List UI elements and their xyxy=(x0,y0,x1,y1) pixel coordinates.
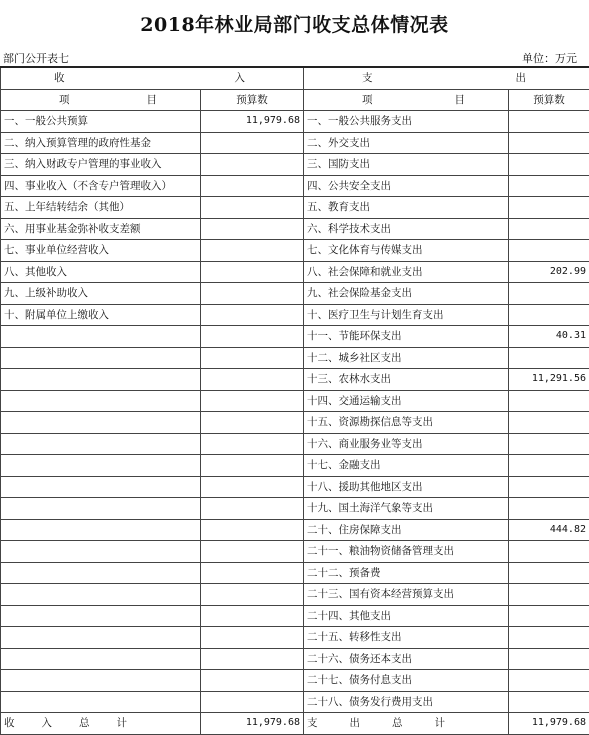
expense-item: 八、社会保障和就业支出 xyxy=(304,261,509,283)
income-value xyxy=(201,648,304,670)
table-row xyxy=(1,584,589,606)
income-item: 九、上级补助收入 xyxy=(1,283,201,305)
income-value xyxy=(201,261,304,283)
income-item xyxy=(1,433,201,455)
table-row xyxy=(1,541,589,563)
item-header-char: 项 xyxy=(362,90,373,110)
expense-value xyxy=(509,691,589,713)
expense-total-label-char: 出 xyxy=(350,713,361,733)
income-item: 八、其他收入 xyxy=(1,261,201,283)
income-item: 五、上年结转结余（其他） xyxy=(1,197,201,219)
income-item xyxy=(1,498,201,520)
income-value xyxy=(201,154,304,176)
table-row xyxy=(1,111,589,133)
item-header-char: 目 xyxy=(147,90,158,110)
expense-header-char: 出 xyxy=(516,68,527,88)
table-row xyxy=(1,670,589,692)
expense-value: 11,291.56 xyxy=(509,369,589,391)
income-item xyxy=(1,648,201,670)
income-value xyxy=(201,455,304,477)
expense-item: 四、公共安全支出 xyxy=(304,175,509,197)
table-row xyxy=(1,175,589,197)
table-row xyxy=(1,261,589,283)
income-item: 四、事业收入（不含专户管理收入） xyxy=(1,175,201,197)
income-value xyxy=(201,240,304,262)
income-header-char: 入 xyxy=(235,68,246,88)
table-row xyxy=(1,326,589,348)
income-value xyxy=(201,541,304,563)
income-item: 一、一般公共预算 xyxy=(1,111,201,133)
income-value xyxy=(201,670,304,692)
table-row xyxy=(1,369,589,391)
expense-item: 七、文化体育与传媒支出 xyxy=(304,240,509,262)
expense-item: 十、医疗卫生与计划生育支出 xyxy=(304,304,509,326)
expense-item: 十八、援助其他地区支出 xyxy=(304,476,509,498)
expense-budget-header: 预算数 xyxy=(509,89,589,111)
income-section-header xyxy=(1,67,304,89)
income-item: 三、纳入财政专户管理的事业收入 xyxy=(1,154,201,176)
table-row xyxy=(1,562,589,584)
table-row xyxy=(1,476,589,498)
table-row xyxy=(1,498,589,520)
table-number: 部门公开表七 xyxy=(3,50,69,66)
expense-total-label-char: 支 xyxy=(307,713,318,733)
income-item xyxy=(1,562,201,584)
expense-value xyxy=(509,240,589,262)
income-value xyxy=(201,433,304,455)
income-item-header xyxy=(1,89,201,111)
expense-value xyxy=(509,154,589,176)
income-item: 十、附属单位上缴收入 xyxy=(1,304,201,326)
income-total-value: 11,979.68 xyxy=(201,713,304,735)
expense-item: 五、教育支出 xyxy=(304,197,509,219)
expense-section-header xyxy=(304,67,589,89)
item-header-char: 目 xyxy=(455,90,466,110)
income-item xyxy=(1,326,201,348)
expense-item: 十九、国土海洋气象等支出 xyxy=(304,498,509,520)
table-row xyxy=(1,412,589,434)
income-value xyxy=(201,562,304,584)
income-item: 六、用事业基金弥补收支差额 xyxy=(1,218,201,240)
expense-value xyxy=(509,670,589,692)
expense-value: 444.82 xyxy=(509,519,589,541)
expense-item: 二十五、转移性支出 xyxy=(304,627,509,649)
income-value xyxy=(201,691,304,713)
income-item xyxy=(1,347,201,369)
income-value xyxy=(201,369,304,391)
income-value xyxy=(201,498,304,520)
income-item xyxy=(1,691,201,713)
expense-item: 十五、资源勘探信息等支出 xyxy=(304,412,509,434)
income-value xyxy=(201,584,304,606)
expense-item: 二、外交支出 xyxy=(304,132,509,154)
expense-value xyxy=(509,412,589,434)
unit-label: 单位：万元 xyxy=(522,50,577,66)
income-item xyxy=(1,584,201,606)
expense-item: 十一、节能环保支出 xyxy=(304,326,509,348)
income-budget-header: 预算数 xyxy=(201,89,304,111)
table-row xyxy=(1,390,589,412)
income-value xyxy=(201,132,304,154)
table-row xyxy=(1,132,589,154)
expense-item: 十六、商业服务业等支出 xyxy=(304,433,509,455)
expense-item: 二十三、国有资本经营预算支出 xyxy=(304,584,509,606)
expense-value xyxy=(509,390,589,412)
expense-item: 二十六、债务还本支出 xyxy=(304,648,509,670)
expense-value xyxy=(509,283,589,305)
income-item xyxy=(1,627,201,649)
expense-item: 十四、交通运输支出 xyxy=(304,390,509,412)
expense-value xyxy=(509,175,589,197)
expense-total-label-char: 总 xyxy=(392,713,403,733)
expense-value xyxy=(509,476,589,498)
income-item xyxy=(1,670,201,692)
income-value xyxy=(201,197,304,219)
table-row xyxy=(1,283,589,305)
expense-item: 二十、住房保障支出 xyxy=(304,519,509,541)
table-row xyxy=(1,347,589,369)
expense-value xyxy=(509,455,589,477)
income-value xyxy=(201,283,304,305)
expense-item: 二十八、债务发行费用支出 xyxy=(304,691,509,713)
income-value xyxy=(201,304,304,326)
expense-value xyxy=(509,562,589,584)
income-value xyxy=(201,390,304,412)
income-item xyxy=(1,412,201,434)
income-value xyxy=(201,627,304,649)
table-row xyxy=(1,197,589,219)
income-value: 11,979.68 xyxy=(201,111,304,133)
income-total-label-char: 总 xyxy=(79,713,90,733)
table-row xyxy=(1,519,589,541)
expense-item: 二十四、其他支出 xyxy=(304,605,509,627)
expense-value: 40.31 xyxy=(509,326,589,348)
expense-value xyxy=(509,433,589,455)
expense-value xyxy=(509,541,589,563)
expense-value xyxy=(509,584,589,606)
income-item xyxy=(1,455,201,477)
income-item xyxy=(1,476,201,498)
expense-header-char: 支 xyxy=(362,68,373,88)
expense-value xyxy=(509,498,589,520)
expense-item: 十二、城乡社区支出 xyxy=(304,347,509,369)
expense-value xyxy=(509,132,589,154)
table-row xyxy=(1,304,589,326)
expense-total-label-char: 计 xyxy=(435,713,446,733)
expense-value xyxy=(509,627,589,649)
income-item xyxy=(1,390,201,412)
budget-table xyxy=(0,66,589,735)
expense-total-value: 11,979.68 xyxy=(509,713,589,735)
income-value xyxy=(201,347,304,369)
expense-value xyxy=(509,304,589,326)
expense-item: 二十二、预备费 xyxy=(304,562,509,584)
income-item: 七、事业单位经营收入 xyxy=(1,240,201,262)
table-row xyxy=(1,605,589,627)
income-value xyxy=(201,605,304,627)
income-item xyxy=(1,519,201,541)
expense-value xyxy=(509,111,589,133)
income-value xyxy=(201,476,304,498)
income-total-label-char: 收 xyxy=(4,713,15,733)
table-row xyxy=(1,218,589,240)
expense-item: 二十一、粮油物资储备管理支出 xyxy=(304,541,509,563)
expense-item: 十三、农林水支出 xyxy=(304,369,509,391)
table-row xyxy=(1,154,589,176)
expense-value: 202.99 xyxy=(509,261,589,283)
item-header-char: 项 xyxy=(59,90,70,110)
table-row xyxy=(1,455,589,477)
expense-item: 九、社会保险基金支出 xyxy=(304,283,509,305)
income-value xyxy=(201,412,304,434)
expense-value xyxy=(509,218,589,240)
expense-value xyxy=(509,605,589,627)
expense-value xyxy=(509,648,589,670)
expense-value xyxy=(509,347,589,369)
section-header-row xyxy=(1,67,589,89)
table-row xyxy=(1,648,589,670)
column-header-row xyxy=(1,89,589,111)
income-item xyxy=(1,605,201,627)
income-item xyxy=(1,541,201,563)
expense-item: 三、国防支出 xyxy=(304,154,509,176)
expense-item: 六、科学技术支出 xyxy=(304,218,509,240)
income-value xyxy=(201,218,304,240)
income-value xyxy=(201,175,304,197)
table-row xyxy=(1,433,589,455)
expense-value xyxy=(509,197,589,219)
table-row xyxy=(1,691,589,713)
income-header-char: 收 xyxy=(54,68,65,88)
expense-item-header xyxy=(304,89,509,111)
table-row xyxy=(1,240,589,262)
income-value xyxy=(201,519,304,541)
income-total-label-char: 计 xyxy=(117,713,128,733)
income-item: 二、纳入预算管理的政府性基金 xyxy=(1,132,201,154)
page-title: 2018年林业局部门收支总体情况表 xyxy=(0,10,589,37)
income-value xyxy=(201,326,304,348)
expense-item: 十七、金融支出 xyxy=(304,455,509,477)
expense-item: 一、一般公共服务支出 xyxy=(304,111,509,133)
expense-item: 二十七、债务付息支出 xyxy=(304,670,509,692)
table-row xyxy=(1,627,589,649)
income-item xyxy=(1,369,201,391)
income-total-label-char: 入 xyxy=(42,713,53,733)
